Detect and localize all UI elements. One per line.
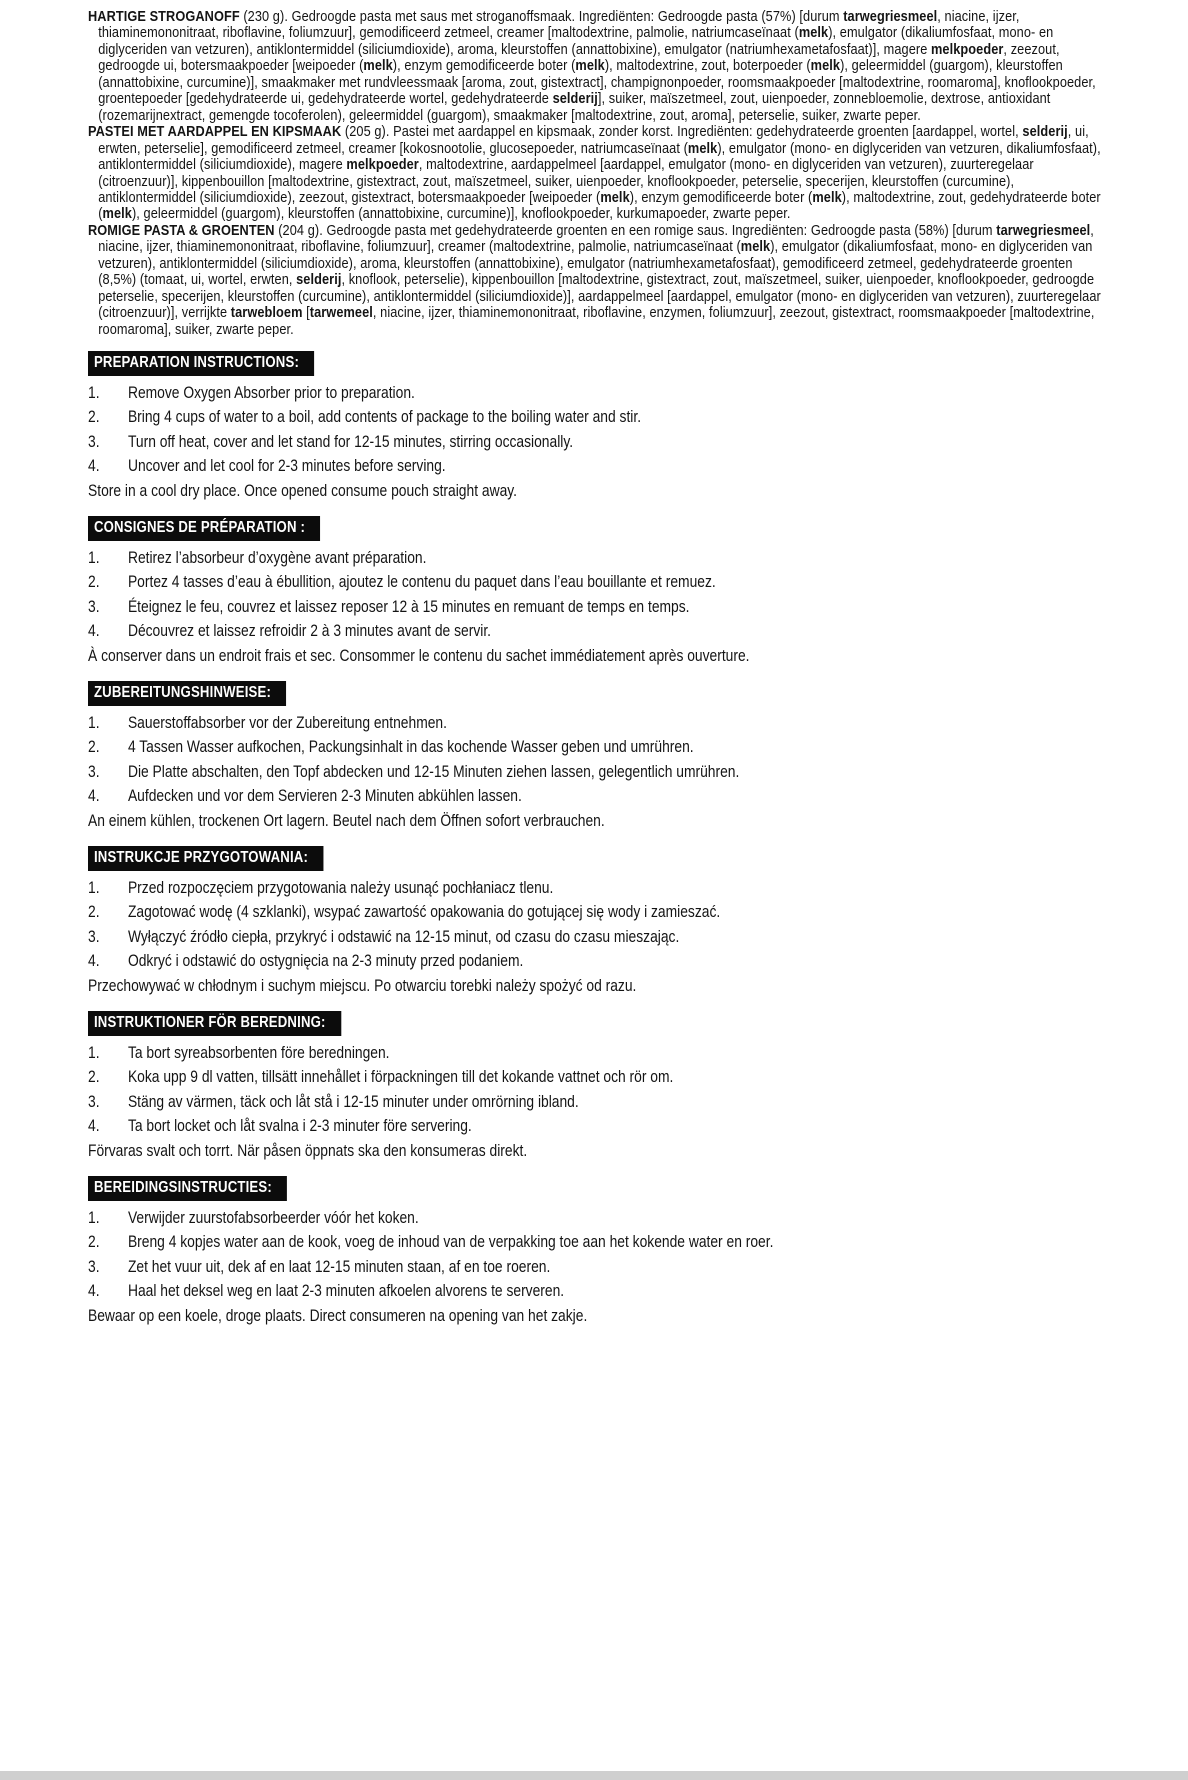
- step-text: Découvrez et laissez refroidir 2 à 3 minutes avant de servir.: [127, 622, 492, 641]
- step-number: 3.: [88, 927, 100, 946]
- section-heading-nl: BEREIDINGSINSTRUCTIES:: [88, 1176, 287, 1201]
- ingredient-paragraph-hartige-stroganoff: HARTIGE STROGANOFF (230 g). Gedroogde pasta met saus met stroganoffsmaak. Ingrediënten: Gedroogde pasta (57%) [durum tarwegriesmeel, niacine, ijzer, thiaminemononitraat, riboflavine, foliumzuur], gemodificeerd zetmeel, creamer [maltodextrine, palmolie, natriumcaseïnaat (melk), emulgator (dikaliumfosfaat, mono- en diglyceriden van vetzuren), antiklontermiddel (siliciumdioxide), aroma, kleurstoffen (annattobixine), emulgator (natriumhexametafosfaat)], magere melkpoeder, zeezout, gedroogde ui, botersmaakpoeder [weipoeder (melk), enzym gemodificeerde boter (melk), maltodextrine, zout, boterpoeder (melk), geleermiddel (guargom), kleurstoffen (annattobixine, curcumine)], smaakmaker met rundvleessmaak [aroma, zout, gistextract], champignonpoeder, roomsmaakpoeder [maltodextrine, roomaroma], knoflookpoeder, groentepoeder [gedehydrateerde ui, gedehydrateerde wortel, gedehydrateerde selderij], suiker, maïszetmeel, zout, uienpoeder, zonnebloemolie, dextrose, antioxidant (rozemarijnextract, gemengde tocoferolen), geleermiddel (guargom), smaakmaker [maltodextrine, zout, aroma], peterselie, suiker, zwarte peper.: [88, 8, 1096, 124]
- instruction-step: [88, 454, 1105, 479]
- instruction-step: [88, 900, 1105, 925]
- section-heading-de: ZUBEREITUNGSHINWEISE:: [88, 681, 286, 706]
- storage-note-en: Store in a cool dry place. Once opened consume pouch straight away.: [88, 481, 518, 500]
- step-number: 2.: [88, 1068, 100, 1087]
- section-heading-pl: INSTRUKCJE PRZYGOTOWANIA:: [88, 846, 323, 871]
- step-number: 4.: [88, 1282, 100, 1301]
- step-text: Retirez l’absorbeur d’oxygène avant préparation.: [127, 548, 427, 567]
- instruction-step: [88, 949, 1105, 974]
- step-number: 3.: [88, 762, 100, 781]
- instruction-step: [88, 405, 1105, 430]
- step-number: 4.: [88, 622, 100, 641]
- step-number: 2.: [88, 573, 100, 592]
- step-text: Sauerstoffabsorber vor der Zubereitung entnehmen.: [127, 713, 447, 732]
- step-text: Haal het deksel weg en laat 2-3 minuten afkoelen alvorens te serveren.: [127, 1282, 565, 1301]
- step-number: 1.: [88, 878, 100, 897]
- section-heading-fr: CONSIGNES DE PRÉPARATION :: [88, 516, 320, 541]
- instruction-step: [88, 711, 1105, 736]
- step-number: 1.: [88, 383, 100, 402]
- step-text: Aufdecken und vor dem Servieren 2-3 Minuten abkühlen lassen.: [127, 787, 522, 806]
- section-preparation-de: [88, 681, 1105, 833]
- step-text: Przed rozpoczęciem przygotowania należy usunąć pochłaniacz tlenu.: [127, 878, 554, 897]
- storage-note-fr: À conserver dans un endroit frais et sec. Consommer le contenu du sachet immédiatement après ouverture.: [88, 646, 750, 665]
- step-text: Ta bort locket och låt svalna i 2-3 minuter före servering.: [127, 1117, 472, 1136]
- section-preparation-fr: [88, 516, 1105, 668]
- step-text: Remove Oxygen Absorber prior to preparation.: [127, 383, 415, 402]
- step-number: 3.: [88, 1257, 100, 1276]
- instruction-step: [88, 1206, 1105, 1231]
- section-heading-sv: INSTRUKTIONER FÖR BEREDNING:: [88, 1011, 341, 1036]
- step-number: 3.: [88, 432, 100, 451]
- step-number: 2.: [88, 738, 100, 757]
- step-text: Bring 4 cups of water to a boil, add contents of package to the boiling water and stir.: [127, 408, 642, 427]
- step-text: Zet het vuur uit, dek af en laat 12-15 minuten staan, af en toe roeren.: [127, 1257, 551, 1276]
- page-bottom-edge: [0, 1771, 1188, 1780]
- instruction-step: [88, 784, 1105, 809]
- instruction-step: [88, 546, 1105, 571]
- step-text: 4 Tassen Wasser aufkochen, Packungsinhalt in das kochende Wasser geben und umrühren.: [127, 738, 694, 757]
- section-preparation-sv: [88, 1011, 1105, 1163]
- step-number: 4.: [88, 787, 100, 806]
- step-number: 3.: [88, 597, 100, 616]
- storage-note-nl: Bewaar op een koele, droge plaats. Direct consumeren na opening van het zakje.: [88, 1306, 588, 1325]
- step-number: 1.: [88, 713, 100, 732]
- instruction-step: [88, 925, 1105, 950]
- step-number: 1.: [88, 1043, 100, 1062]
- instruction-step: [88, 1065, 1105, 1090]
- step-number: 3.: [88, 1092, 100, 1111]
- step-number: 2.: [88, 903, 100, 922]
- instruction-step: [88, 1041, 1105, 1066]
- instruction-step: [88, 1114, 1105, 1139]
- instruction-step: [88, 1230, 1105, 1255]
- step-number: 4.: [88, 952, 100, 971]
- ingredient-paragraph-romige-pasta-groenten: ROMIGE PASTA & GROENTEN (204 g). Gedroogde pasta met gedehydrateerde groenten en een romige saus. Ingrediënten: Gedroogde pasta (58%) [durum tarwegriesmeel, niacine, ijzer, thiaminemononitraat, riboflavine, foliumzuur], creamer (maltodextrine, palmolie, natriumcaseïnaat (melk), emulgator (dikaliumfosfaat, mono- en diglyceriden van vetzuren), antiklontermiddel (siliciumdioxide), aroma, kleurstoffen (annattobixine), emulgator (natriumhexametafosfaat), gemodificeerd zetmeel, gedehydrateerde groenten (8,5%) (tomaat, ui, wortel, erwten, selderij, knoflook, peterselie), kippenbouillon [maltodextrine, gistextract, zout, maïszetmeel, suiker, uienpoeder, knoflookpoeder, gedroogde peterselie, specerijen, kleurstoffen (curcumine), antiklontermiddel (siliciumdioxide)], aardappelmeel [aardappel, emulgator (mono- en diglyceriden van vetzuren), zuurteregelaar (citroenzuur)], verrijkte tarwebloem [tarwemeel, niacine, ijzer, thiaminemononitraat, riboflavine, enzymen, foliumzuur], zeezout, gistextract, roomsmaakpoeder [maltodextrine, roomaroma], suiker, zwarte peper.: [88, 221, 1101, 338]
- step-text: Breng 4 kopjes water aan de kook, voeg de inhoud van de verpakking toe aan het kokende water en roer.: [127, 1233, 774, 1252]
- section-preparation-en: [88, 351, 1105, 503]
- step-text: Wyłączyć źródło ciepła, przykryć i odstawić na 12-15 minut, od czasu do czasu mieszając.: [127, 927, 680, 946]
- step-number: 1.: [88, 548, 100, 567]
- instruction-step: [88, 876, 1105, 901]
- instruction-step: [88, 619, 1105, 644]
- storage-note-pl: Przechowywać w chłodnym i suchym miejscu. Po otwarciu torebki należy spożyć od razu.: [88, 976, 637, 995]
- instruction-step: [88, 1090, 1105, 1115]
- step-number: 1.: [88, 1208, 100, 1227]
- instruction-step: [88, 1279, 1105, 1304]
- step-number: 2.: [88, 1233, 100, 1252]
- step-text: Verwijder zuurstofabsorbeerder vóór het koken.: [127, 1208, 419, 1227]
- instruction-step: [88, 760, 1105, 785]
- section-preparation-nl: [88, 1176, 1105, 1328]
- step-number: 2.: [88, 408, 100, 427]
- section-preparation-pl: [88, 846, 1105, 998]
- instruction-step: [88, 430, 1105, 455]
- step-text: Die Platte abschalten, den Topf abdecken und 12-15 Minuten ziehen lassen, gelegentlich umrühren.: [127, 762, 740, 781]
- step-number: 4.: [88, 1117, 100, 1136]
- step-text: Uncover and let cool for 2-3 minutes before serving.: [127, 457, 446, 476]
- step-text: Turn off heat, cover and let stand for 12-15 minutes, stirring occasionally.: [127, 432, 574, 451]
- section-heading-en: PREPARATION INSTRUCTIONS:: [88, 351, 314, 376]
- step-text: Stäng av värmen, täck och låt stå i 12-15 minuter under omrörning ibland.: [127, 1092, 579, 1111]
- instruction-step: [88, 570, 1105, 595]
- step-text: Koka upp 9 dl vatten, tillsätt innehållet i förpackningen till det kokande vattnet och rör om.: [127, 1068, 674, 1087]
- instruction-step: [88, 595, 1105, 620]
- step-text: Portez 4 tasses d’eau à ébullition, ajoutez le contenu du paquet dans l’eau bouillante et remuez.: [127, 573, 716, 592]
- storage-note-sv: Förvaras svalt och torrt. När påsen öppnats ska den konsumeras direkt.: [88, 1141, 528, 1160]
- instruction-step: [88, 381, 1105, 406]
- instruction-step: [88, 1255, 1105, 1280]
- ingredient-paragraph-pastei-aardappel-kip: PASTEI MET AARDAPPEL EN KIPSMAAK (205 g). Pastei met aardappel en kipsmaak, zonder korst. Ingrediënten: gedehydrateerde groenten [aardappel, wortel, selderij, ui, erwten, peterselie], gemodificeerd zetmeel, creamer [kokosnootolie, glucosepoeder, natriumcaseïnaat (melk), emulgator (mono- en diglyceriden van vetzuren, dikaliumfosfaat), antiklontermiddel (siliciumdioxide), magere melkpoeder, maltodextrine, aardappelmeel [aardappel, emulgator (mono- en diglyceriden van vetzuren), zuurteregelaar (citroenzuur)], kippenbouillon [maltodextrine, gistextract, zout, maïszetmeel, suiker, uienpoeder, knoflookpoeder, peterselie, specerijen, kleurstoffen (curcumine), antiklontermiddel (siliciumdioxide), zeezout, gistextract, botersmaakpoeder [weipoeder (melk), enzym gemodificeerde boter (melk), maltodextrine, zout, gedehydrateerde boter (melk), geleermiddel (guargom), kleurstoffen (annattobixine, curcumine)], knoflookpoeder, kurkumapoeder, zwarte peper.: [88, 123, 1101, 223]
- instruction-step: [88, 735, 1105, 760]
- step-text: Ta bort syreabsorbenten före beredningen.: [127, 1043, 390, 1062]
- step-text: Odkryć i odstawić do ostygnięcia na 2-3 minuty przed podaniem.: [127, 952, 524, 971]
- storage-note-de: An einem kühlen, trockenen Ort lagern. Beutel nach dem Öffnen sofort verbrauchen.: [88, 811, 605, 830]
- step-number: 4.: [88, 457, 100, 476]
- step-text: Zagotować wodę (4 szklanki), wsypać zawartość opakowania do gotującej się wody i zamieszać.: [127, 903, 721, 922]
- label-content: [88, 9, 1105, 1328]
- step-text: Éteignez le feu, couvrez et laissez reposer 12 à 15 minutes en remuant de temps en temps.: [127, 597, 690, 616]
